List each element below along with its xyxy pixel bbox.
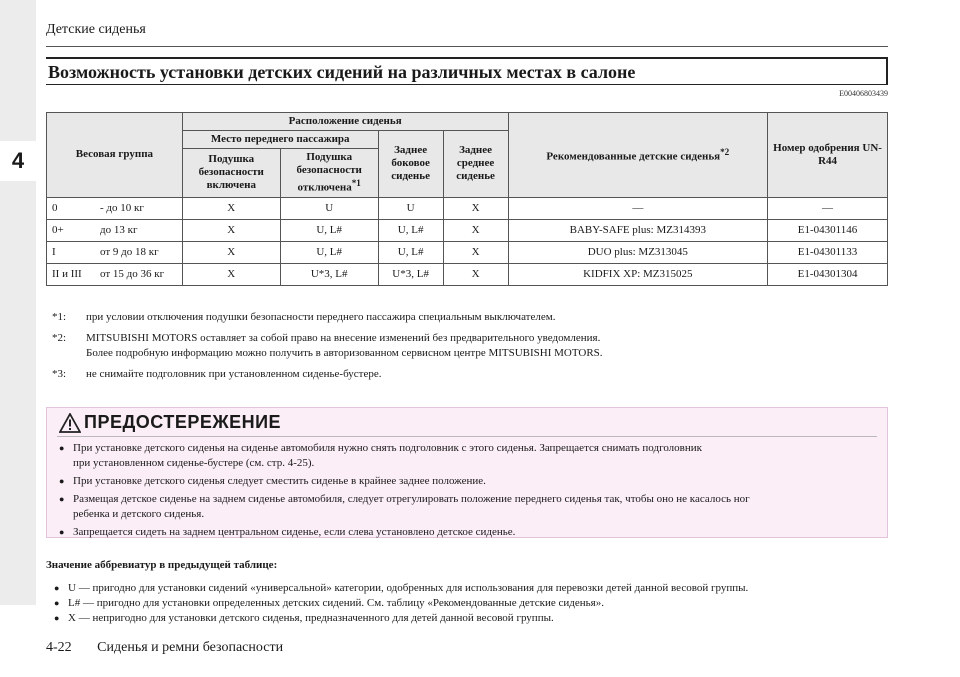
table-row xyxy=(47,197,888,219)
th-recommended: Рекомендованные детские сиденья$^{*2}$ xyxy=(508,113,768,198)
page-number: 4-22 xyxy=(46,640,72,655)
chapter-sidebar xyxy=(0,0,36,605)
cell-rear-outer: U, L# xyxy=(378,219,443,241)
section-title-box xyxy=(46,57,888,85)
warning-box xyxy=(46,407,888,538)
footnote-mark: *2: xyxy=(52,332,67,344)
th-approval: Номер одобрения UN-R44 xyxy=(768,113,888,198)
cell-weight-group: II и III от 15 до 36 кг xyxy=(47,263,183,285)
th-weight-group: Весовая группа xyxy=(47,113,183,198)
footer-chapter: Сиденья и ремни безопасности xyxy=(97,640,284,655)
header-rule xyxy=(46,46,888,47)
abbrev-item: ● X — непригодно для установки детского сиденья, предназначенного для детей данной весовой группы. xyxy=(52,611,888,626)
bullet-icon xyxy=(52,611,68,626)
cell-rear-center: X xyxy=(443,219,508,241)
cell-rear-center: X xyxy=(443,197,508,219)
warning-item: ● Запрещается сидеть на заднем центральном сиденье, если слева установлено детское сиденье. xyxy=(57,525,879,540)
table-row xyxy=(47,241,888,263)
note-mark: *2 xyxy=(720,147,730,157)
cell-airbag-off: U, L# xyxy=(280,219,378,241)
footnote-text: MITSUBISHI MOTORS оставляет за собой право на внесение изменений без предварительного уведомления. xyxy=(86,332,601,344)
cell-rear-center: X xyxy=(443,241,508,263)
cell-recommended-seat: KIDFIX XP: MZ315025 xyxy=(508,263,768,285)
th-airbag-off: Подушка безопасности отключена$^{*1}$ xyxy=(280,149,378,198)
footnotes xyxy=(46,310,888,388)
cell-airbag-on: X xyxy=(182,241,280,263)
cell-airbag-on: X xyxy=(182,219,280,241)
footnote xyxy=(46,331,888,361)
footnote-text: не снимайте подголовник при установленном сиденье-бустере. xyxy=(86,368,382,380)
cell-weight-group: I от 9 до 18 кг xyxy=(47,241,183,263)
cell-rear-outer: U, L# xyxy=(378,241,443,263)
bullet-icon xyxy=(52,596,68,611)
chapter-tab[interactable] xyxy=(0,141,36,181)
compatibility-table xyxy=(46,112,888,286)
th-airbag-on: Подушка безопасности включена xyxy=(182,149,280,198)
cell-airbag-off: U xyxy=(280,197,378,219)
section-title: Возможность установки детских сидений на различных местах в салоне xyxy=(48,62,636,82)
cell-airbag-off: U, L# xyxy=(280,241,378,263)
cell-approval: E1-04301146 xyxy=(768,219,888,241)
footnote xyxy=(46,367,888,382)
abbrev-title: Значение аббревиатур в предыдущей таблице: xyxy=(46,559,278,571)
cell-rear-outer: U xyxy=(378,197,443,219)
cell-weight-group: 0 - до 10 кг xyxy=(47,197,183,219)
warning-triangle-icon xyxy=(59,413,81,433)
th-rear-outer: Заднее боковое сиденье xyxy=(378,131,443,198)
footnote xyxy=(46,310,888,325)
warning-item: ● При установке детского сиденья следует сместить сиденье в крайнее заднее положение. xyxy=(57,474,879,489)
warning-list xyxy=(57,441,879,543)
abbrev-list xyxy=(52,581,888,626)
running-header: Детские сиденья xyxy=(46,22,146,37)
cell-airbag-on: X xyxy=(182,263,280,285)
page-footer xyxy=(46,640,305,656)
cell-approval: E1-04301133 xyxy=(768,241,888,263)
bullet-icon xyxy=(57,492,73,522)
table-row xyxy=(47,219,888,241)
footnote-text: Более подробную информацию можно получить в авторизованном сервисном центре MITSUBISHI MOTORS. xyxy=(86,347,603,359)
table-row xyxy=(47,263,888,285)
bullet-icon xyxy=(57,525,73,540)
bullet-icon xyxy=(52,581,68,596)
th-rear-center: Заднее среднее сиденье xyxy=(443,131,508,198)
chapter-number: 4 xyxy=(11,148,25,173)
cell-approval: E1-04301304 xyxy=(768,263,888,285)
abbrev-item: ● L# — пригодно для установки определенных детских сидений. См. таблицу «Рекомендованные детские сиденья». xyxy=(52,596,888,611)
cell-airbag-off: U*3, L# xyxy=(280,263,378,285)
cell-weight-group: 0+ до 13 кг xyxy=(47,219,183,241)
th-front-passenger: Место переднего пассажира xyxy=(182,131,378,149)
cell-airbag-on: X xyxy=(182,197,280,219)
abbrev-item: ● U — пригодно для установки сидений «универсальной» категории, одобренных для использования для перевозки детей данной весовой группы. xyxy=(52,581,888,596)
footnote-mark: *3: xyxy=(52,368,67,380)
bullet-icon xyxy=(57,441,73,471)
warning-title: ПРЕДОСТЕРЕЖЕНИЕ xyxy=(84,412,282,432)
cell-approval: — xyxy=(768,197,888,219)
cell-rear-center: X xyxy=(443,263,508,285)
cell-recommended-seat: BABY-SAFE plus: MZ314393 xyxy=(508,219,768,241)
warning-rule xyxy=(57,436,877,437)
footnote-text: при условии отключения подушки безопасности переднего пассажира специальным выключателем. xyxy=(86,311,556,323)
cell-recommended-seat: — xyxy=(508,197,768,219)
th-seat-position: Расположение сиденья xyxy=(182,113,508,131)
cell-rear-outer: U*3, L# xyxy=(378,263,443,285)
cell-recommended-seat: DUO plus: MZ313045 xyxy=(508,241,768,263)
bullet-icon xyxy=(57,474,73,489)
warning-item: ● При установке детского сиденья на сиденье автомобиля нужно снять подголовник с этого сиденья. Запрещается снимать подголовник при установленном сиденье-бустере (см. стр. 4-25). xyxy=(57,441,879,471)
footnote-mark: *1: xyxy=(52,311,67,323)
note-mark: *1 xyxy=(351,178,361,188)
section-code: E00406803439 xyxy=(839,89,888,98)
warning-header xyxy=(59,412,281,433)
warning-item: ● Размещая детское сиденье на заднем сиденье автомобиля, следует отрегулировать положение переднего сиденья так, чтобы оно не касалось ног ребенка и детского сиденья. xyxy=(57,492,879,522)
